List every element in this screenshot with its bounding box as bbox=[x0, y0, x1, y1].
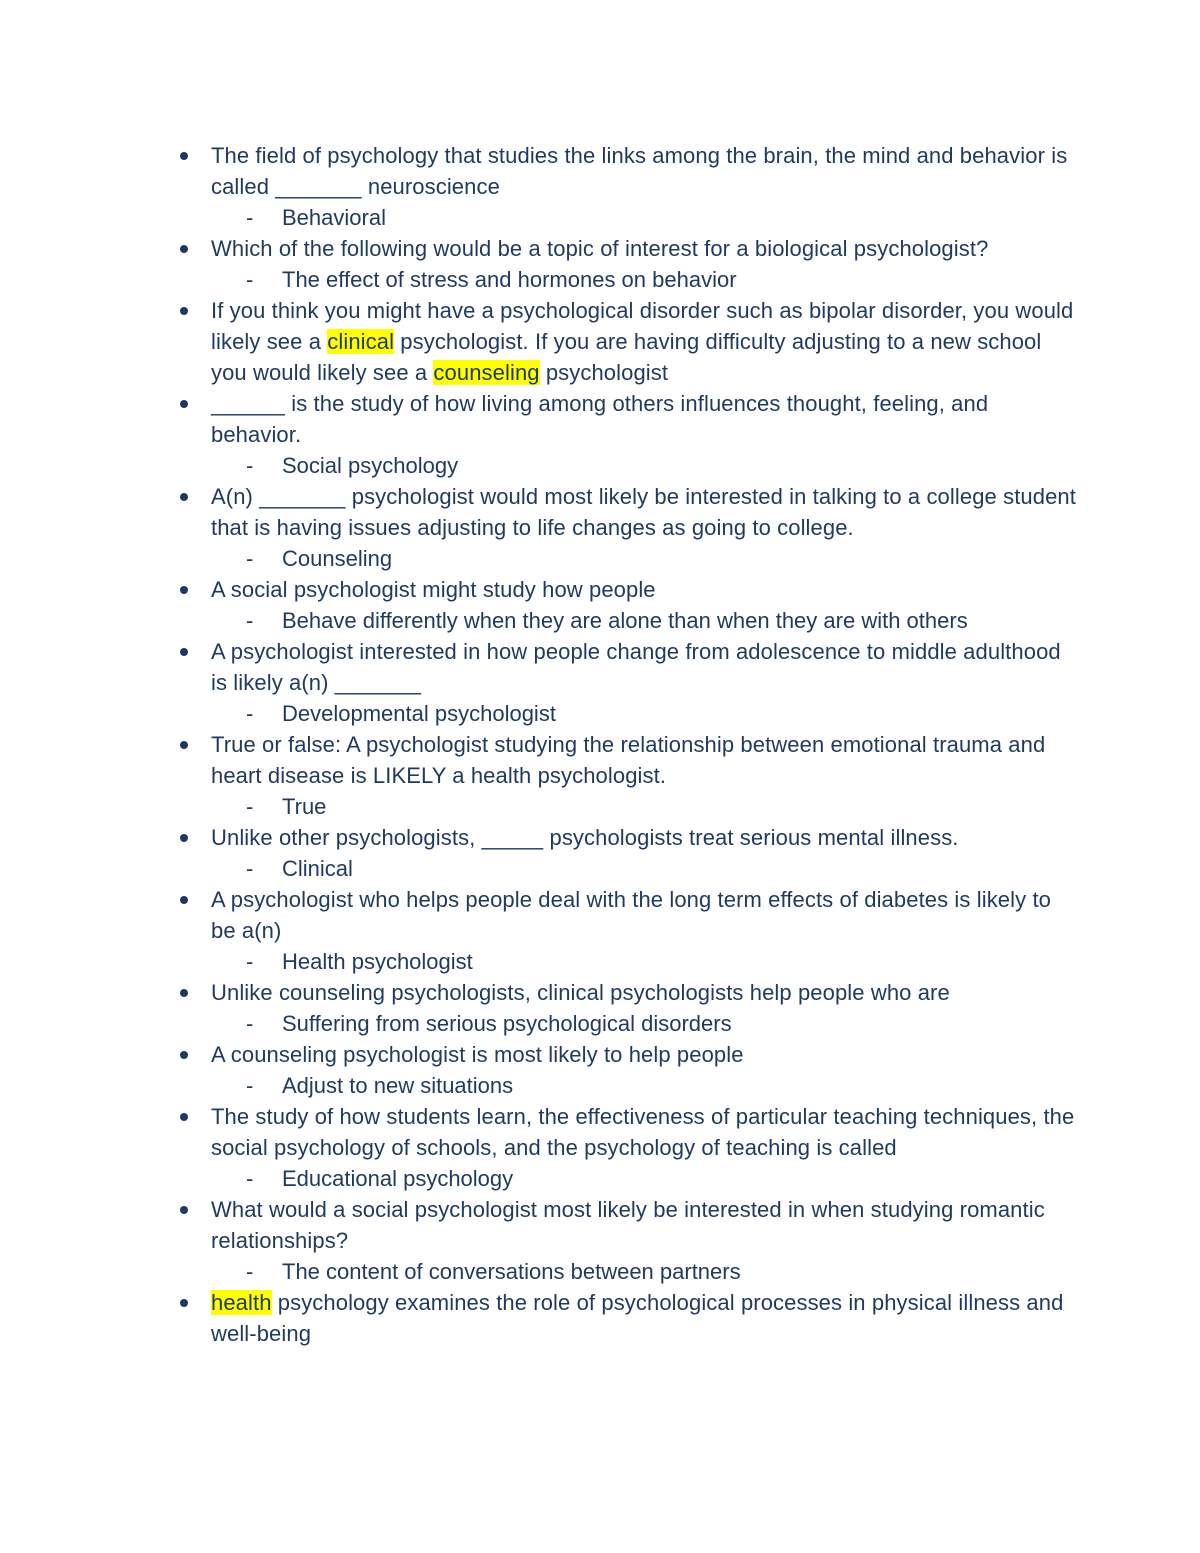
bullet-icon bbox=[180, 152, 188, 160]
answer-item bbox=[176, 264, 1076, 295]
question-item bbox=[176, 1287, 1076, 1349]
question-item bbox=[176, 1194, 1076, 1256]
question-item bbox=[176, 574, 1076, 605]
answer-text: Clinical bbox=[282, 856, 353, 881]
answer-item bbox=[176, 543, 1076, 574]
dash-icon: - bbox=[246, 1166, 254, 1191]
answer-text: Educational psychology bbox=[282, 1166, 514, 1191]
answer-text: The effect of stress and hormones on behavior bbox=[282, 267, 737, 292]
question-text: A(n) _______ psychologist would most likely be interested in talking to a college student that is having issues adjusting to life changes as going to college. bbox=[211, 484, 1076, 540]
answer-item bbox=[176, 1008, 1076, 1039]
dash-icon: - bbox=[246, 267, 254, 292]
question-item bbox=[176, 233, 1076, 264]
answer-item bbox=[176, 1163, 1076, 1194]
answer-item bbox=[176, 605, 1076, 636]
question-text: The field of psychology that studies the links among the brain, the mind and behavior is called _______ neuroscience bbox=[211, 143, 1068, 199]
question-text: Unlike counseling psychologists, clinical psychologists help people who are bbox=[211, 980, 950, 1005]
bullet-icon bbox=[180, 1051, 188, 1059]
question-text: A psychologist interested in how people change from adolescence to middle adulthood is likely a(n) _______ bbox=[211, 639, 1061, 695]
answer-item bbox=[176, 450, 1076, 481]
answer-text: True bbox=[282, 794, 327, 819]
question-text: A counseling psychologist is most likely to help people bbox=[211, 1042, 744, 1067]
question-text: A psychologist who helps people deal with the long term effects of diabetes is likely to be a(n) bbox=[211, 887, 1051, 943]
question-item bbox=[176, 295, 1076, 388]
answer-text: Counseling bbox=[282, 546, 393, 571]
question-text: A social psychologist might study how people bbox=[211, 577, 656, 602]
question-text: ______ is the study of how living among others influences thought, feeling, and behavior. bbox=[211, 391, 989, 447]
bullet-icon bbox=[180, 989, 188, 997]
dash-icon: - bbox=[246, 949, 254, 974]
bullet-icon bbox=[180, 245, 188, 253]
bullet-icon bbox=[180, 586, 188, 594]
question-item bbox=[176, 822, 1076, 853]
bullet-icon bbox=[180, 493, 188, 501]
dash-icon: - bbox=[246, 608, 254, 633]
dash-icon: - bbox=[246, 794, 254, 819]
answer-item bbox=[176, 791, 1076, 822]
question-text: Unlike other psychologists, _____ psychologists treat serious mental illness. bbox=[211, 825, 959, 850]
highlighted-word: counseling bbox=[433, 360, 540, 385]
question-text-part: psychology examines the role of psychological processes in physical illness and well-being bbox=[211, 1290, 1064, 1346]
question-item bbox=[176, 729, 1076, 791]
bullet-icon bbox=[180, 896, 188, 904]
answer-text: Social psychology bbox=[282, 453, 459, 478]
answer-text: Behavioral bbox=[282, 205, 386, 230]
answer-text: Behave differently when they are alone than when they are with others bbox=[282, 608, 968, 633]
dash-icon: - bbox=[246, 701, 254, 726]
answer-text: The content of conversations between partners bbox=[282, 1259, 741, 1284]
bullet-icon bbox=[180, 1206, 188, 1214]
answer-item bbox=[176, 853, 1076, 884]
question-item bbox=[176, 140, 1076, 202]
question-list bbox=[176, 140, 1076, 1349]
question-item bbox=[176, 481, 1076, 543]
dash-icon: - bbox=[246, 1073, 254, 1098]
answer-item bbox=[176, 1256, 1076, 1287]
answer-text: Health psychologist bbox=[282, 949, 473, 974]
bullet-icon bbox=[180, 1113, 188, 1121]
answer-text: Developmental psychologist bbox=[282, 701, 556, 726]
question-text bbox=[211, 298, 1073, 385]
answer-item bbox=[176, 1070, 1076, 1101]
dash-icon: - bbox=[246, 453, 254, 478]
bullet-icon bbox=[180, 1299, 188, 1307]
highlighted-word: clinical bbox=[327, 329, 395, 354]
dash-icon: - bbox=[246, 205, 254, 230]
question-text: What would a social psychologist most likely be interested in when studying romantic relationships? bbox=[211, 1197, 1045, 1253]
bullet-icon bbox=[180, 307, 188, 315]
bullet-icon bbox=[180, 400, 188, 408]
question-text-part: psychologist. If you are having difficulty adjusting to a new school you would likely see a bbox=[211, 329, 1042, 385]
question-item bbox=[176, 388, 1076, 450]
question-item bbox=[176, 977, 1076, 1008]
question-text: True or false: A psychologist studying the relationship between emotional trauma and heart disease is LIKELY a health psychologist. bbox=[211, 732, 1046, 788]
question-item bbox=[176, 1039, 1076, 1070]
bullet-icon bbox=[180, 648, 188, 656]
dash-icon: - bbox=[246, 1259, 254, 1284]
highlighted-word: health bbox=[211, 1290, 272, 1315]
question-item bbox=[176, 884, 1076, 946]
question-text-part: psychologist bbox=[539, 360, 669, 385]
dash-icon: - bbox=[246, 1011, 254, 1036]
bullet-icon bbox=[180, 741, 188, 749]
question-text bbox=[211, 1290, 1063, 1346]
question-item bbox=[176, 636, 1076, 698]
answer-text: Adjust to new situations bbox=[282, 1073, 514, 1098]
question-item bbox=[176, 1101, 1076, 1163]
dash-icon: - bbox=[246, 856, 254, 881]
question-text: Which of the following would be a topic of interest for a biological psychologist? bbox=[211, 236, 989, 261]
dash-icon: - bbox=[246, 546, 254, 571]
answer-text: Suffering from serious psychological disorders bbox=[282, 1011, 732, 1036]
question-text-part: If you think you might have a psychological disorder such as bipolar disorder, you would likely see a bbox=[211, 298, 1074, 354]
answer-item bbox=[176, 698, 1076, 729]
answer-item bbox=[176, 946, 1076, 977]
answer-item bbox=[176, 202, 1076, 233]
bullet-icon bbox=[180, 834, 188, 842]
question-text: The study of how students learn, the effectiveness of particular teaching techniques, the social psychology of schools, and the psychology of teaching is called bbox=[211, 1104, 1075, 1160]
